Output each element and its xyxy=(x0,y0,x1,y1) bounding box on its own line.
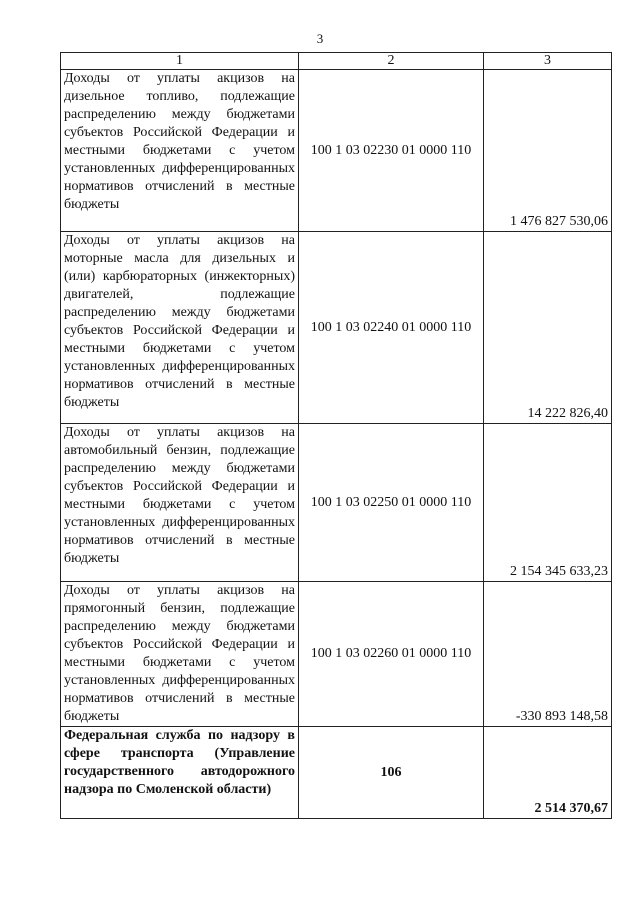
row-description: Доходы от уплаты акцизов на автомобильный бензин, подлежащие распределению между бюджетами субъектов Российской Федерации и местными бюджетами с учетом установленных дифференцированных нормативов отчислений в местные бюджеты xyxy=(61,424,299,582)
row-amount: 1 476 827 530,06 xyxy=(484,70,612,232)
page-number: 3 xyxy=(316,31,324,46)
revenue-table xyxy=(60,52,612,819)
column-header-2: 2 xyxy=(299,53,484,70)
column-header-3: 3 xyxy=(484,53,612,70)
row-description: Доходы от уплаты акцизов на дизельное топливо, подлежащие распределению между бюджетами субъектов Российской Федерации и местными бюджетами с учетом установленных дифференцированных нормативов отчислений в местные бюджеты xyxy=(61,70,299,232)
table-header-row xyxy=(61,53,612,70)
table-row-total xyxy=(61,727,612,819)
row-code: 100 1 03 02250 01 0000 110 xyxy=(299,424,484,582)
table-row xyxy=(61,232,612,424)
column-header-1: 1 xyxy=(61,53,299,70)
row-code: 100 1 03 02240 01 0000 110 xyxy=(299,232,484,424)
row-amount: 14 222 826,40 xyxy=(484,232,612,424)
row-code: 106 xyxy=(299,727,484,819)
row-description: Федеральная служба по надзору в сфере транспорта (Управление государственного автодорожного надзора по Смоленской области) xyxy=(61,727,299,819)
table-row xyxy=(61,582,612,727)
row-amount: 2 154 345 633,23 xyxy=(484,424,612,582)
row-code: 100 1 03 02230 01 0000 110 xyxy=(299,70,484,232)
row-code: 100 1 03 02260 01 0000 110 xyxy=(299,582,484,727)
row-description: Доходы от уплаты акцизов на моторные масла для дизельных и (или) карбюраторных (инжекторных) двигателей, подлежащие распределению между бюджетами субъектов Российской Федерации и местными бюджетами с учетом установленных дифференцированных нормативов отчислений в местные бюджеты xyxy=(61,232,299,424)
table-row xyxy=(61,424,612,582)
row-amount: 2 514 370,67 xyxy=(484,727,612,819)
row-amount: -330 893 148,58 xyxy=(484,582,612,727)
table-row xyxy=(61,70,612,232)
row-description: Доходы от уплаты акцизов на прямогонный бензин, подлежащие распределению между бюджетами субъектов Российской Федерации и местными бюджетами с учетом установленных дифференцированных нормативов отчислений в местные бюджеты xyxy=(61,582,299,727)
